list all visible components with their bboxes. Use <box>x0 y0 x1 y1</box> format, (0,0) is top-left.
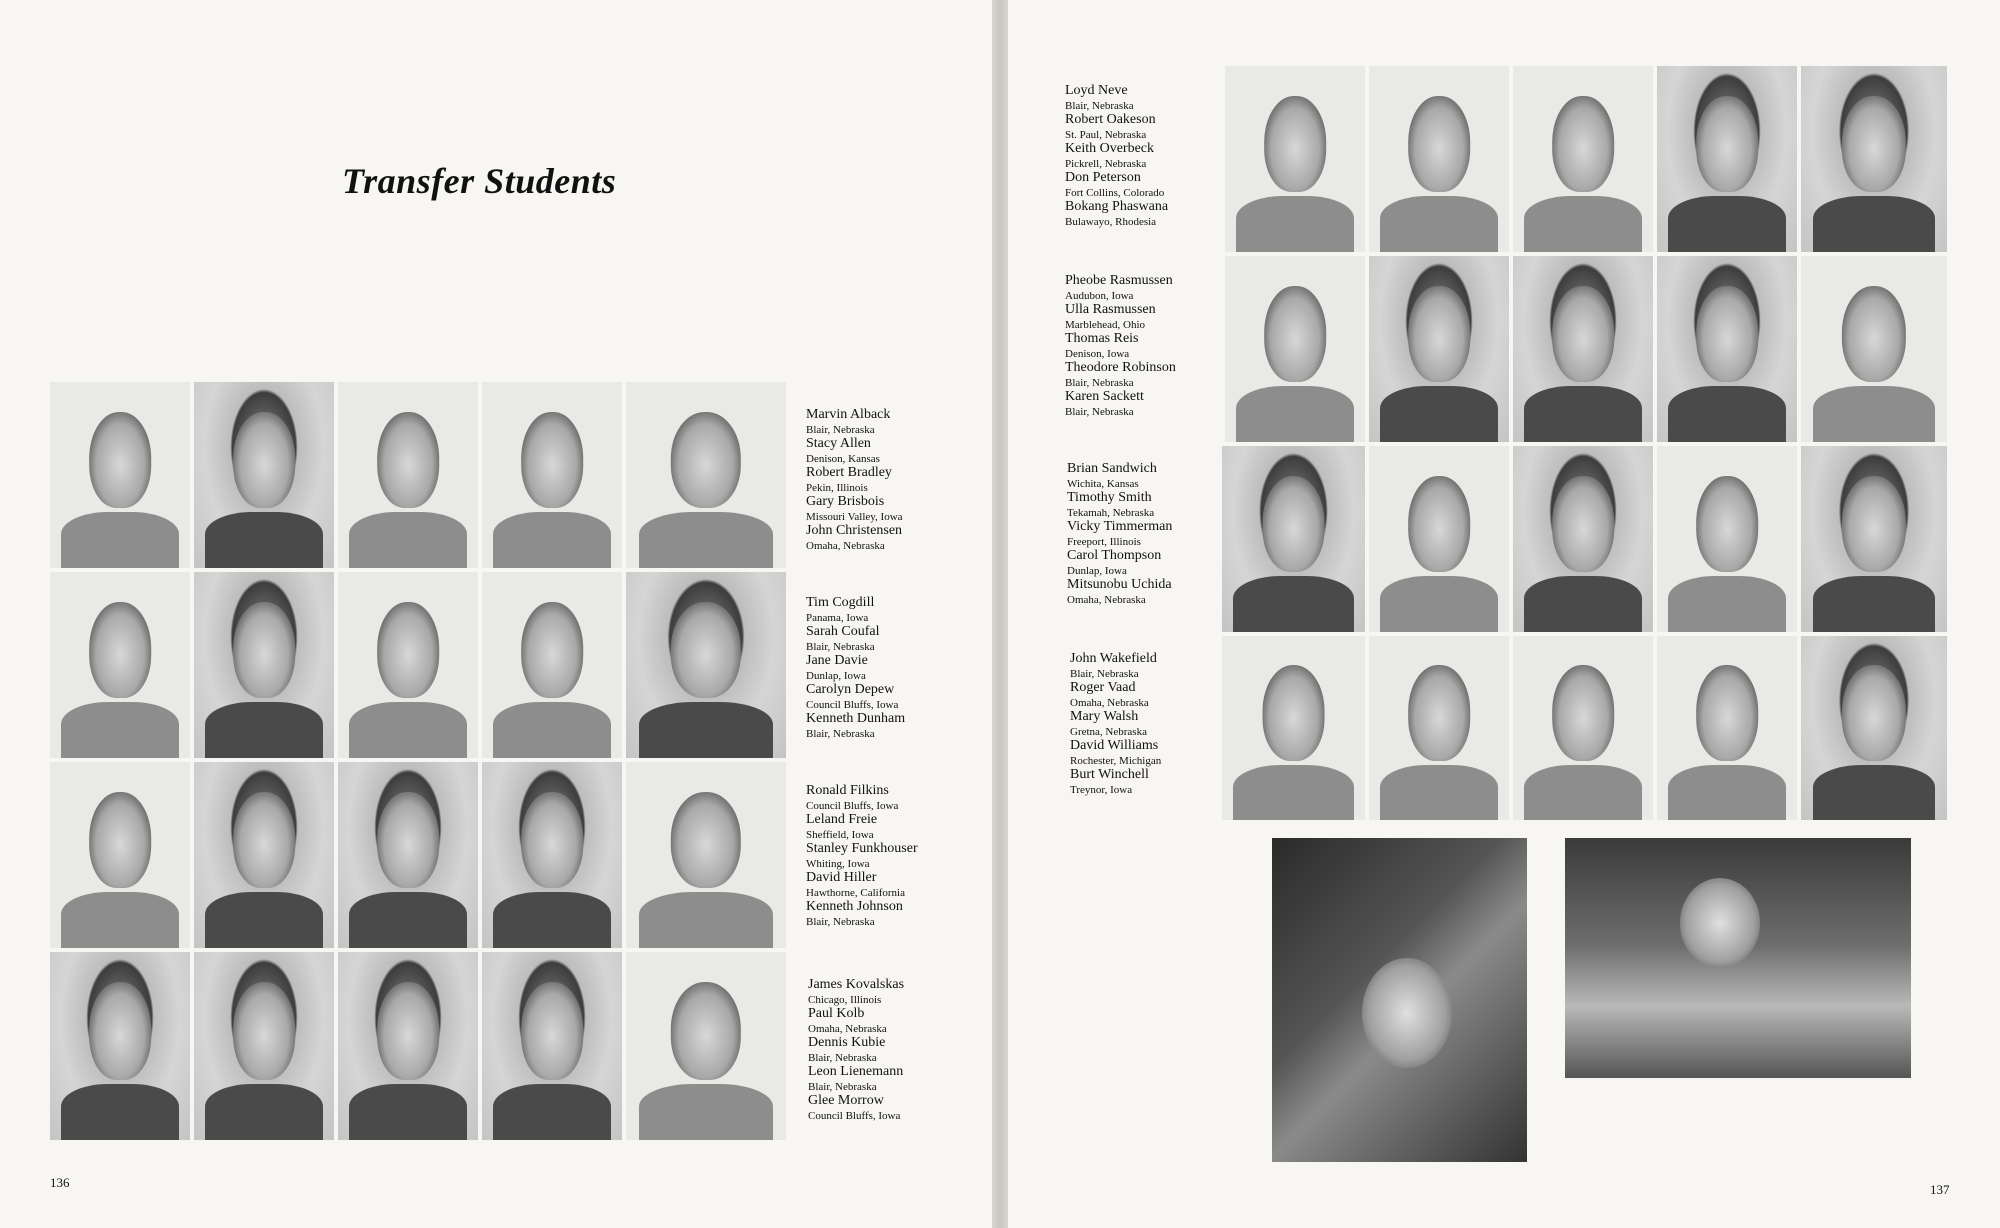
student-name: Robert Oakeson <box>1065 112 1156 127</box>
student-name: Leland Freie <box>806 812 878 827</box>
student-name: Mary Walsh <box>1070 709 1139 724</box>
student-name: Theodore Robinson <box>1065 360 1176 375</box>
name-list <box>808 978 904 1123</box>
student-photo <box>626 762 786 948</box>
name-list <box>806 408 903 553</box>
student-name: Karen Sackett <box>1065 389 1144 404</box>
student-name: Mitsunobu Uchida <box>1067 577 1172 592</box>
student-name: Marvin Alback <box>806 407 891 422</box>
student-photo <box>194 952 334 1140</box>
student-name: Loyd Neve <box>1065 83 1128 98</box>
student-photo <box>1801 66 1947 252</box>
student-hometown: Blair, Nebraska <box>1065 376 1134 389</box>
student-name: Thomas Reis <box>1065 331 1139 346</box>
student-photo <box>194 762 334 948</box>
student-name: Burt Winchell <box>1070 767 1149 782</box>
page-title: Transfer Students <box>342 161 617 201</box>
student-photo <box>626 572 786 758</box>
student-hometown: Council Bluffs, Iowa <box>808 1109 901 1122</box>
student-name: Glee Morrow <box>808 1093 884 1108</box>
student-photo <box>1801 636 1947 820</box>
student-name: Carol Thompson <box>1067 548 1162 563</box>
student-photo <box>626 382 786 568</box>
student-photo <box>482 952 622 1140</box>
student-hometown: Blair, Nebraska <box>806 640 875 653</box>
student-photo <box>1369 256 1509 442</box>
student-photo <box>1657 446 1797 632</box>
student-name: Dennis Kubie <box>808 1035 886 1050</box>
student-photo <box>1801 446 1947 632</box>
student-name: Kenneth Johnson <box>806 899 903 914</box>
student-hometown: Wichita, Kansas <box>1067 477 1139 490</box>
student-photo <box>482 572 622 758</box>
student-name: Jane Davie <box>806 653 868 668</box>
name-list <box>806 784 918 929</box>
student-name: Ronald Filkins <box>806 783 889 798</box>
student-photo <box>338 762 478 948</box>
student-hometown: Blair, Nebraska <box>1065 99 1134 112</box>
student-hometown: Dunlap, Iowa <box>806 669 866 682</box>
candid-photo <box>1272 838 1527 1162</box>
student-photo <box>1369 446 1509 632</box>
student-photo <box>482 762 622 948</box>
student-hometown: Freeport, Illinois <box>1067 535 1141 548</box>
student-hometown: Whiting, Iowa <box>806 857 870 870</box>
student-hometown: Rochester, Michigan <box>1070 754 1162 767</box>
student-hometown: Blair, Nebraska <box>808 1080 877 1093</box>
student-name: Roger Vaad <box>1070 680 1136 695</box>
student-photo <box>50 762 190 948</box>
student-hometown: Panama, Iowa <box>806 611 869 624</box>
student-photo <box>194 572 334 758</box>
student-photo <box>1513 636 1653 820</box>
student-photo <box>50 952 190 1140</box>
student-hometown: Denison, Iowa <box>1065 347 1130 360</box>
student-name: David Hiller <box>806 870 877 885</box>
student-hometown: Omaha, Nebraska <box>808 1022 887 1035</box>
student-photo <box>1513 256 1653 442</box>
student-name: Kenneth Dunham <box>806 711 906 726</box>
student-name: Robert Bradley <box>806 465 892 480</box>
student-name: John Christensen <box>806 523 903 538</box>
student-name: Sarah Coufal <box>806 624 880 639</box>
student-name: Vicky Timmerman <box>1067 519 1173 534</box>
student-photo <box>1369 66 1509 252</box>
student-hometown: Hawthorne, California <box>806 886 905 899</box>
student-name: Carolyn Depew <box>806 682 895 697</box>
student-hometown: Tekamah, Nebraska <box>1067 506 1155 519</box>
name-list <box>1070 652 1161 797</box>
student-photo <box>1657 256 1797 442</box>
name-list <box>1065 274 1176 419</box>
name-list <box>1067 462 1172 607</box>
student-name: Brian Sandwich <box>1067 461 1157 476</box>
student-hometown: Omaha, Nebraska <box>1067 593 1146 606</box>
student-hometown: Blair, Nebraska <box>1070 667 1139 680</box>
name-list <box>1065 84 1168 229</box>
student-photo <box>1513 66 1653 252</box>
student-hometown: Fort Collins, Colorado <box>1065 186 1165 199</box>
student-name: Bokang Phaswana <box>1065 199 1169 214</box>
book-gutter <box>992 0 1008 1228</box>
student-hometown: Council Bluffs, Iowa <box>806 799 899 812</box>
student-photo <box>50 572 190 758</box>
student-hometown: Omaha, Nebraska <box>1070 696 1149 709</box>
student-name: Leon Lienemann <box>808 1064 904 1079</box>
student-hometown: Chicago, Illinois <box>808 993 882 1006</box>
student-hometown: Pekin, Illinois <box>806 481 868 494</box>
student-photo <box>338 572 478 758</box>
student-name: Stanley Funkhouser <box>806 841 918 856</box>
student-hometown: Blair, Nebraska <box>808 1051 877 1064</box>
student-hometown: Missouri Valley, Iowa <box>806 510 903 523</box>
student-photo <box>1513 446 1653 632</box>
student-photo <box>194 382 334 568</box>
student-hometown: Blair, Nebraska <box>1065 405 1134 418</box>
student-hometown: Dunlap, Iowa <box>1067 564 1127 577</box>
student-hometown: Marblehead, Ohio <box>1065 318 1146 331</box>
student-photo <box>1225 66 1365 252</box>
student-photo <box>1222 446 1365 632</box>
student-photo <box>338 382 478 568</box>
student-photo <box>1657 66 1797 252</box>
candid-photo <box>1565 838 1911 1078</box>
student-hometown: Audubon, Iowa <box>1065 289 1134 302</box>
page-number-left: 136 <box>50 1175 70 1190</box>
student-hometown: Blair, Nebraska <box>806 423 875 436</box>
student-hometown: Denison, Kansas <box>806 452 880 465</box>
student-name: Keith Overbeck <box>1065 141 1155 156</box>
student-name: Don Peterson <box>1065 170 1141 185</box>
student-hometown: St. Paul, Nebraska <box>1065 128 1147 141</box>
student-photo <box>1657 636 1797 820</box>
student-photo <box>626 952 786 1140</box>
student-name: John Wakefield <box>1070 651 1157 666</box>
student-hometown: Omaha, Nebraska <box>806 539 885 552</box>
student-photo <box>482 382 622 568</box>
student-photo <box>1369 636 1509 820</box>
student-photo <box>50 382 190 568</box>
student-name: Stacy Allen <box>806 436 871 451</box>
student-name: Timothy Smith <box>1067 490 1152 505</box>
student-name: Paul Kolb <box>808 1006 865 1021</box>
name-list <box>806 596 905 741</box>
page-number-right: 137 <box>1930 1182 1950 1197</box>
student-name: David Williams <box>1070 738 1159 753</box>
student-hometown: Blair, Nebraska <box>806 915 875 928</box>
student-hometown: Gretna, Nebraska <box>1070 725 1147 738</box>
student-hometown: Council Bluffs, Iowa <box>806 698 899 711</box>
student-photo <box>1222 636 1365 820</box>
student-hometown: Pickrell, Nebraska <box>1065 157 1147 170</box>
student-hometown: Blair, Nebraska <box>806 727 875 740</box>
student-name: Tim Cogdill <box>806 595 875 610</box>
student-name: Pheobe Rasmussen <box>1065 273 1173 288</box>
student-photo <box>338 952 478 1140</box>
student-hometown: Treynor, Iowa <box>1070 783 1133 796</box>
student-name: Gary Brisbois <box>806 494 885 509</box>
student-photo <box>1225 256 1365 442</box>
student-photo <box>1801 256 1947 442</box>
student-name: Ulla Rasmussen <box>1065 302 1156 317</box>
student-name: James Kovalskas <box>808 977 905 992</box>
student-hometown: Bulawayo, Rhodesia <box>1065 215 1157 228</box>
student-hometown: Sheffield, Iowa <box>806 828 874 841</box>
